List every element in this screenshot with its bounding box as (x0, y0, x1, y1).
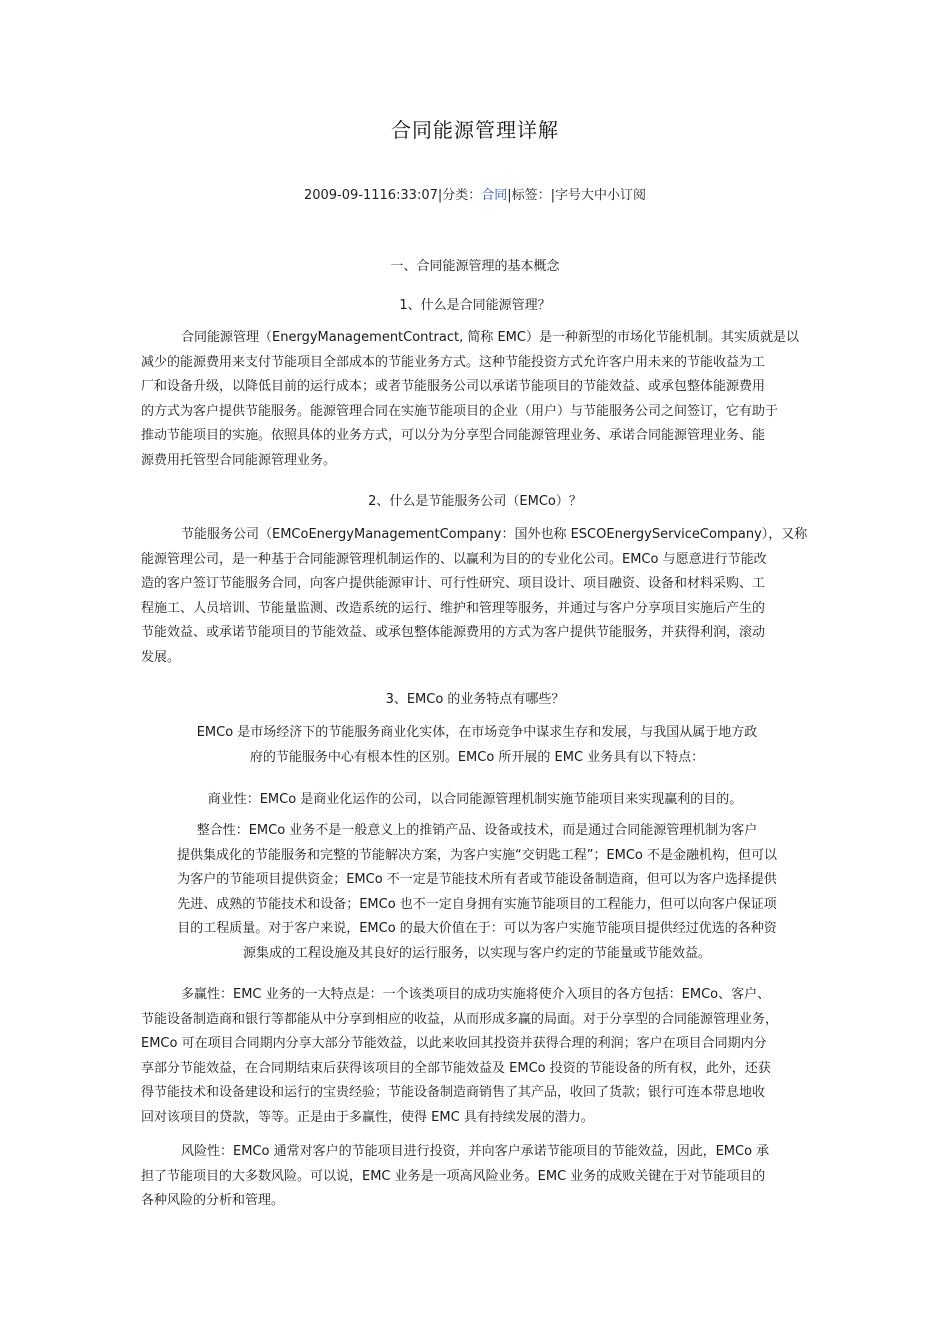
paragraph-line: 源费用托管型合同能源管理业务。 (141, 452, 337, 468)
paragraph-line: 的方式为客户提供节能服务。能源管理合同在实施节能项目的企业（用户）与节能服务公司之间签订，它有助于 (141, 403, 779, 419)
paragraph-line: 提供集成化的节能服务和完整的节能解决方案，为客户实施“交钥匙工程”；EMCo 不是金融机构，但可以 (176, 847, 778, 863)
paragraph-line: 回对该项目的贷款，等等。正是由于多赢性，使得 EMC 具有持续发展的潜力。 (141, 1109, 594, 1125)
question-heading-1: 1、什么是合同能源管理？ (399, 298, 551, 313)
question-heading-2: 2、什么是节能服务公司（EMCo）？ (368, 494, 582, 509)
paragraph-line: 整合性：EMCo 业务不是一般意义上的推销产品、设备或技术，而是通过合同能源管理机制为客户 (196, 823, 758, 838)
document-title: 合同能源管理详解 (391, 118, 559, 142)
paragraph-line: EMCo 可在项目合同期内分享大部分节能效益，以此来收回其投资并获得合理的利润；客户在项目合同期内分 (141, 1036, 767, 1051)
paragraph-line: 程施工、人员培训、节能量监测、改造系统的运行、维护和管理等服务，并通过与客户分享项目实施后产生的 (141, 600, 766, 616)
paragraph-line: 推动节能项目的实施。依照具体的业务方式，可以分为分享型合同能源管理业务、承诺合同能源管理业务、能 (141, 428, 766, 443)
category-link[interactable]: 合同 (481, 188, 508, 203)
paragraph-line: 担了节能项目的大多数风险。可以说，EMC 业务是一项高风险业务。EMC 业务的成败关键在于对节能项目的 (141, 1168, 766, 1184)
paragraph-line: 厂和设备升级，以降低目前的运行成本；或者节能服务公司以承诺节能项目的节能效益、或承包整体能源费用 (141, 379, 766, 394)
paragraph-line: EMCo 是市场经济下的节能服务商业化实体，在市场竞争中谋求生存和发展，与我国从属于地方政 (196, 725, 758, 740)
paragraph-win-win (141, 983, 813, 1130)
paragraph-line: 源集成的工程设施及其良好的运行服务，以实现与客户约定的节能量或节能效益。 (242, 945, 711, 961)
paragraph-emco-intro (141, 721, 813, 770)
paragraph-integration (141, 819, 813, 966)
paragraph-line: 多赢性：EMC 业务的一大特点是：一个该类项目的成功实施将使介入项目的各方包括：EMCo、客户、 (181, 987, 771, 1002)
paragraph-line: 先进、成熟的节能技术和设备；EMCo 也不一定自身拥有实施节能项目的工程能力，但可以向客户保证项 (177, 896, 777, 912)
paragraph-line: 为客户的节能项目提供资金；EMCo 不一定是节能技术所有者或节能设备制造商，但可以为客户选择提供 (177, 872, 777, 887)
paragraph-risk (141, 1140, 813, 1214)
post-date: 2009-09-1116:33:07 (303, 188, 438, 203)
meta-separator-category: |分类： (437, 188, 482, 203)
paragraph-line: 减少的能源费用来支付节能项目全部成本的节能业务方式。这种节能投资方式允许客户用未来的节能收益为工 (141, 354, 766, 370)
paragraph-line: 节能设备制造商和银行等都能从中分享到相应的收益，从而形成多赢的局面。对于分享型的合同能源管理业务， (141, 1011, 779, 1027)
section-heading: 一、合同能源管理的基本概念 (390, 259, 560, 274)
paragraph-emco-definition (141, 523, 813, 670)
paragraph-line: 能源管理公司，是一种基于合同能源管理机制运作的、以赢利为目的的专业化公司。EMCo 与愿意进行节能改 (141, 551, 767, 567)
paragraph-line: 各种风险的分析和管理。 (141, 1193, 285, 1208)
meta-separator-tags: |标签： (507, 188, 551, 203)
paragraph-line: 合同能源管理（EnergyManagementContract, 简称 EMC）是一种新型的市场化节能机制。其实质就是以 (181, 330, 799, 345)
question-heading-3: 3、EMCo 的业务特点有哪些？ (385, 692, 565, 707)
post-meta (0, 184, 950, 203)
paragraph-commercial: 商业性：EMCo 是商业化运作的公司，以合同能源管理机制实施节能项目来实现赢利的目的。 (207, 792, 743, 807)
paragraph-line: 享部分节能效益，在合同期结束后获得该项目的全部节能效益及 EMCo 投资的节能设备的所有权，此外，还获 (141, 1060, 771, 1076)
paragraph-line: 节能效益、或承诺节能项目的节能效益、或承包整体能源费用的方式为客户提供节能服务，并获得利润，滚动 (141, 625, 766, 640)
paragraph-line: 造的客户签订节能服务合同，向客户提供能源审计、可行性研究、项目设计、项目融资、设备和材料采购、工 (141, 576, 766, 591)
paragraph-line: 目的工程质量。对于客户来说，EMCo 的最大价值在于：可以为客户实施节能项目提供经过优选的各种资 (177, 921, 777, 936)
paragraph-line: 节能服务公司（EMCoEnergyManagementCompany：国外也称 ESCOEnergyServiceCompany），又称 (181, 527, 808, 542)
paragraph-emc-definition (141, 326, 813, 473)
meta-tail-text: |字号大中小订阅 (550, 188, 647, 203)
paragraph-line: 得节能技术和设备建设和运行的宝贵经验；节能设备制造商销售了其产品，收回了货款；银行可连本带息地收 (141, 1085, 766, 1100)
paragraph-line: 风险性：EMCo 通常对客户的节能项目进行投资，并向客户承诺节能项目的节能效益，因此，EMCo 承 (181, 1144, 770, 1159)
paragraph-line: 府的节能服务中心有根本性的区别。EMCo 所开展的 EMC 业务具有以下特点： (249, 749, 705, 765)
paragraph-line: 发展。 (141, 649, 181, 665)
